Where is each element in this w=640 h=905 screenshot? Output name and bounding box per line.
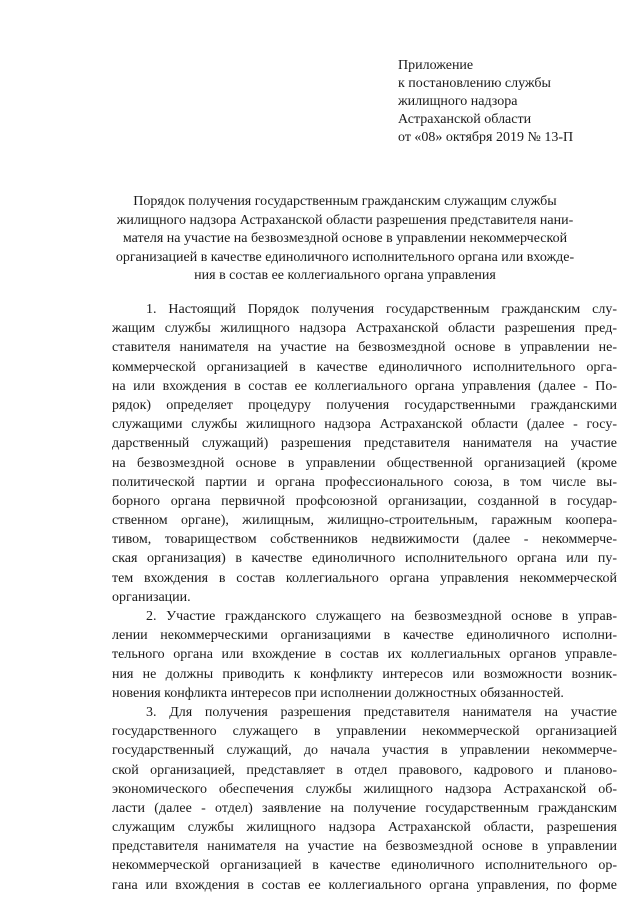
document-title	[110, 193, 580, 286]
title-line: ния в состав ее коллегиального органа управления	[194, 268, 496, 283]
body-line: 2. Участие гражданского служащего на безвозмездной основе в управ-	[146, 609, 617, 624]
body-line: служащими службы жилищного надзора Астраханской области (далее - госу-	[112, 417, 617, 433]
body-line: экономического обеспечения службы жилищного надзора Астраханской об-	[112, 781, 617, 797]
body-line: ния не должны приводить к конфликту интересов или возможности возник-	[112, 666, 617, 682]
appendix-line: от «08» октября 2019 № 13-П	[398, 130, 574, 145]
body-line: на или вхождения в состав ее коллегиального органа управления (далее - По-	[112, 378, 617, 394]
body-line: рядок) определяет процедуру получения государственными гражданскими	[112, 397, 617, 413]
body-line: тельного органа или вхождение в состав их коллегиальных органов управле-	[112, 647, 617, 663]
body-line: 3. Для получения разрешения представителя нанимателя на участие	[146, 704, 617, 720]
body-line: ская организация) в качестве единоличного исполнительного органа или пу-	[112, 551, 617, 567]
body-line: государственный служащий, до начала участия в управлении некоммерче-	[112, 743, 617, 759]
body-line: новения конфликта интересов при исполнении должностных обязанностей.	[112, 685, 564, 701]
title-line: организацией в качестве единоличного исполнительного органа или вхожде-	[115, 249, 575, 265]
body-line: лении некоммерческими организациями в качестве единоличного исполни-	[112, 628, 617, 644]
appendix-header	[398, 57, 628, 147]
body-line: коммерческой организацией в качестве единоличного исполнительного орга-	[112, 359, 617, 375]
body-line: политической партии и органа профессионального союза, в том числе вы-	[112, 474, 617, 490]
body-line: гана или вхождения в состав ее коллегиального органа управления, по форме	[112, 877, 617, 893]
body-line: государственного служащего в управлении некоммерческой организацией	[112, 724, 617, 740]
appendix-line: Приложение	[398, 58, 474, 73]
body-line: ственном органе), жилищным, жилищно-строительным, гаражным коопера-	[112, 513, 617, 529]
document-body	[112, 300, 617, 895]
body-line: жащим службы жилищного надзора Астраханской области разрешения пред-	[112, 321, 617, 337]
body-line: некоммерческой организацией в качестве единоличного исполнительного ор-	[112, 858, 617, 874]
body-line: дарственный служащий) разрешения представителя нанимателя на участие	[112, 436, 617, 452]
title-line: жилищного надзора Астраханской области разрешения представителя нани-	[116, 212, 574, 228]
appendix-line: жилищного надзора	[398, 94, 518, 109]
body-line: ской организацией, представляет в отдел правового, кадрового и планово-	[112, 762, 617, 778]
body-line: 1. Настоящий Порядок получения государственным гражданским слу-	[146, 302, 617, 317]
body-line: на безвозмездной основе в управлении общественной организацией (кроме	[112, 455, 617, 471]
body-line: служащим службы жилищного надзора Астраханской области, разрешения	[112, 820, 617, 836]
body-line: тивом, товариществом собственников недвижимости (далее - некоммерче-	[112, 532, 617, 548]
appendix-line: к постановлению службы	[398, 76, 551, 91]
body-line: организации.	[112, 589, 191, 605]
paragraph-3	[112, 703, 617, 895]
body-line: представителя нанимателя на участие на безвозмездной основе в управлении	[112, 839, 617, 855]
appendix-line: Астраханской области	[398, 112, 532, 127]
paragraph-1	[112, 300, 617, 607]
body-line: борного органа первичной профсоюзной организации, созданной в государ-	[112, 493, 617, 509]
body-line: ставителя нанимателя на участие на безвозмездной основе в управлении не-	[112, 340, 617, 356]
body-line: тем вхождения в состав коллегиального органа управления некоммерческой	[112, 570, 617, 586]
paragraph-2	[112, 607, 617, 703]
title-line: Порядок получения государственным гражданским служащим службы	[133, 194, 557, 209]
body-line: ласти (далее - отдел) заявление на получение государственным гражданским	[112, 800, 617, 816]
title-line: мателя на участие на безвозмездной основе в управлении некоммерческой	[122, 231, 568, 246]
